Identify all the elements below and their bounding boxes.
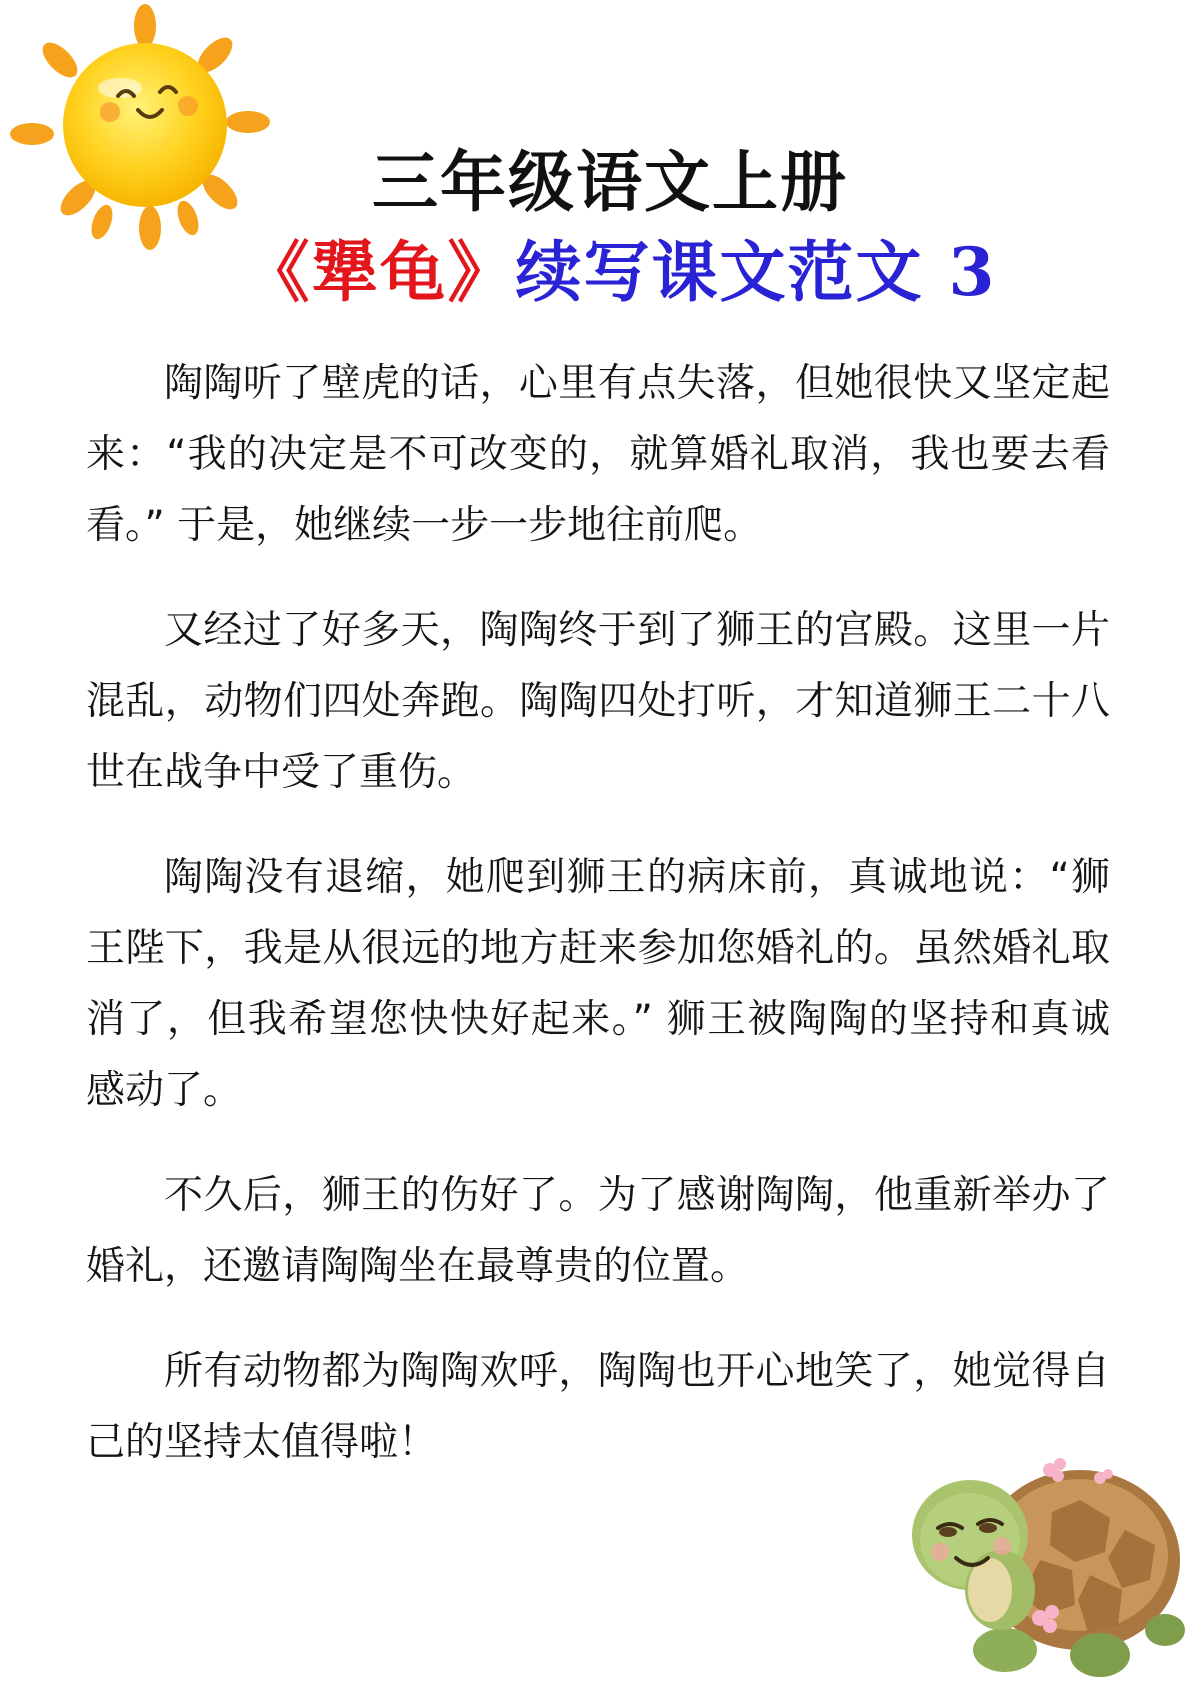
cartoon-turtle-icon [900,1440,1190,1684]
page-title: 三年级语文上册 [372,143,848,221]
paragraph: 又经过了好多天，陶陶终于到了狮王的宫殿。这里一片混乱，动物们四处奔跑。陶陶四处打听，才知道狮王二十八世在战争中受了重伤。 [86,608,1110,795]
smiling-sun-icon [0,0,290,260]
paragraph: 不久后，狮王的伤好了。为了感谢陶陶，他重新举办了婚礼，还邀请陶陶坐在最尊贵的位置。 [86,1173,1110,1289]
paragraph: 所有动物都为陶陶欢呼，陶陶也开心地笑了，她觉得自己的坚持太值得啦！ [86,1349,1110,1465]
subtitle-book-name: 《犟龟》 [243,233,516,311]
paragraph: 陶陶没有退缩，她爬到狮王的病床前，真诚地说：“狮王陛下，我是从很远的地方赶来参加您婚礼的。虽然婚礼取消了，但我希望您快快好起来。” 狮王被陶陶的坚持和真诚感动了。 [86,855,1110,1113]
paragraph: 陶陶听了壁虎的话，心里有点失落，但她很快又坚定起来：“我的决定是不可改变的，就算婚礼取消，我也要去看看。” 于是，她继续一步一步地往前爬。 [86,361,1110,548]
essay-body [86,348,1110,1512]
subtitle-description: 续写课文范文 3 [515,233,997,311]
page-subtitle [230,230,1010,314]
